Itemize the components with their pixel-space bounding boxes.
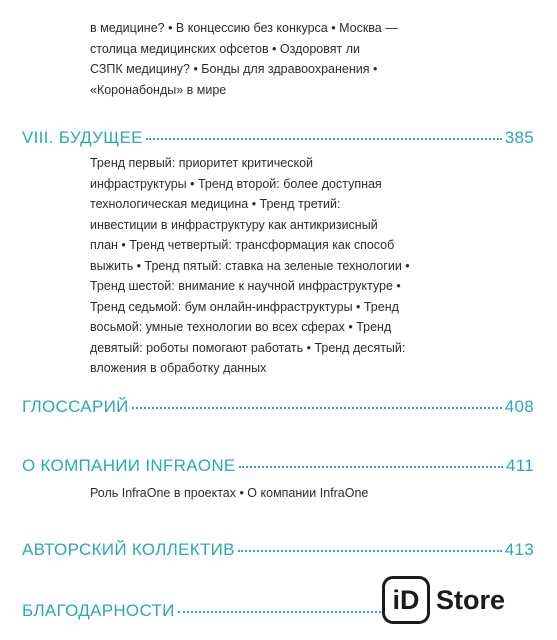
idstore-watermark (382, 575, 542, 625)
desc-line: инфраструктуры • Тренд второй: более доступная (90, 176, 382, 191)
toc-entry-page: 385 (504, 128, 534, 147)
idstore-logo-word: Store (436, 584, 506, 615)
toc-entry-about-company[interactable] (22, 456, 534, 476)
dot-leader (132, 407, 502, 409)
prev-section-description (90, 18, 480, 100)
desc-line: в медицине? • В концессию без конкурса • Москва — (90, 21, 398, 35)
toc-entry-page: 413 (504, 540, 534, 559)
desc-line: Тренд первый: приоритет критической (90, 156, 314, 170)
dot-leader (178, 611, 389, 613)
desc-line: СЗПК медицину? • Бонды для здравоохранения • (90, 62, 378, 76)
desc-line: Тренд шестой: внимание к научной инфраструктуре • (90, 279, 401, 293)
desc-line: девятый: роботы помогают работать • Тренд десятый: (90, 340, 406, 355)
dot-leader (238, 550, 502, 552)
toc-entry-title: VIII. БУДУЩЕЕ (22, 128, 143, 147)
desc-line: технологическая медицина • Тренд третий: (90, 197, 341, 211)
desc-line: план • Тренд четвертый: трансформация как способ (90, 238, 395, 252)
toc-entry-glossary[interactable] (22, 397, 534, 417)
desc-line: «Коронабонды» в мире (90, 82, 227, 97)
desc-line: вложения в обработку данных (90, 361, 267, 375)
about-company-description (90, 483, 480, 504)
idstore-logo-icon: iD (382, 576, 430, 624)
dot-leader (239, 466, 503, 468)
desc-line: Тренд седьмой: бум онлайн-инфраструктуры • Тренд (90, 299, 399, 314)
toc-entry-page: 411 (505, 456, 534, 475)
toc-entry-title: ГЛОССАРИЙ (22, 397, 129, 416)
future-section-description (90, 153, 480, 379)
desc-line: Роль InfraOne в проектах • О компании InfraOne (90, 486, 369, 500)
desc-line: столица медицинских офсетов • Оздоровят ли (90, 41, 360, 56)
desc-line: восьмой: умные технологии во всех сферах • Тренд (90, 320, 392, 334)
desc-line: выжить • Тренд пятый: ставка на зеленые технологии • (90, 258, 410, 273)
desc-line: инвестиции в инфраструктуру как антикризисный (90, 217, 378, 232)
toc-entry-acknowledgements[interactable] (22, 601, 392, 621)
toc-entry-page: 408 (504, 397, 534, 416)
dot-leader (146, 138, 502, 140)
toc-entry-title: БЛАГОДАРНОСТИ (22, 601, 175, 620)
toc-entry-title: О КОМПАНИИ INFRAONE (22, 456, 236, 475)
toc-entry-future[interactable] (22, 128, 534, 148)
toc-entry-authors[interactable] (22, 540, 534, 560)
toc-entry-title: АВТОРСКИЙ КОЛЛЕКТИВ (22, 540, 235, 559)
